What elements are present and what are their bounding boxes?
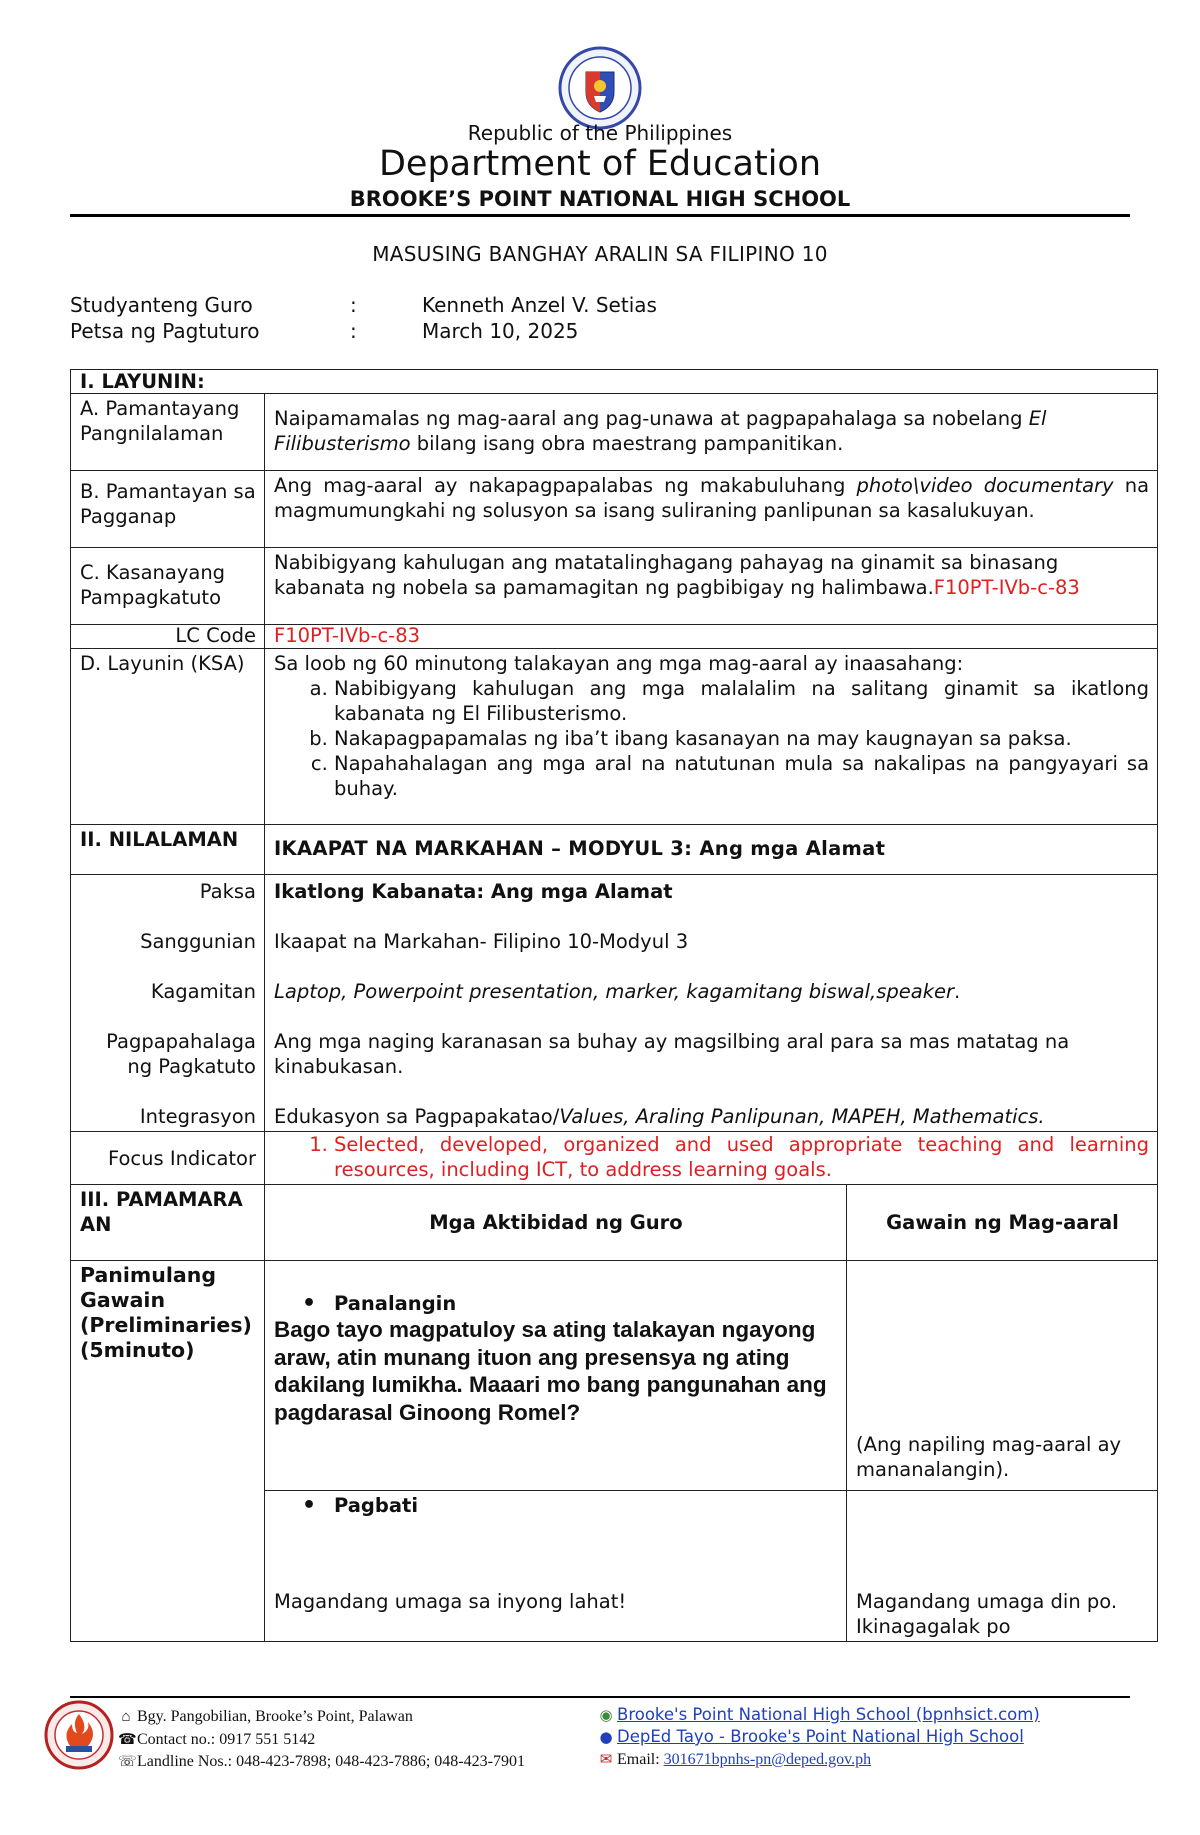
value-lc-code: F10PT-IVb-c-83 xyxy=(265,625,1158,649)
row-kasanayang-pampagkatuto xyxy=(71,548,1158,625)
label-integrasyon: Integrasyon xyxy=(139,1105,256,1128)
footer-contact xyxy=(118,1730,315,1749)
a-text-pre: Naipamamalas ng mag-aaral ang pag-unawa at pagpapahalaga sa nobelang xyxy=(274,407,1029,430)
ksa-list xyxy=(274,676,1149,801)
date-label: Petsa ng Pagtuturo xyxy=(70,319,260,343)
pagbati-bullet xyxy=(274,1493,838,1589)
value-kasanayang-pampagkatuto xyxy=(265,548,1158,625)
footer-facebook[interactable] xyxy=(598,1727,1024,1746)
value-kagamitan xyxy=(274,979,1149,1029)
teacher-name: Kenneth Anzel V. Setias xyxy=(422,293,657,317)
value-layunin-ksa xyxy=(265,649,1158,825)
nilalaman-labels xyxy=(71,875,265,1132)
nilalaman-values xyxy=(265,875,1158,1132)
footer-address xyxy=(118,1708,413,1726)
department-name: Department of Education xyxy=(378,144,822,184)
ksa-item: b. Nakapagpapamalas ng iba’t ibang kasanayan na may kaugnayan sa paksa. xyxy=(334,726,1149,751)
student-panalangin: (Ang napiling mag-aaral ay mananalangin). xyxy=(847,1261,1158,1491)
value-paksa: Ikatlong Kabanata: Ang mga Alamat xyxy=(274,880,673,903)
kagamitan-text: Laptop, Powerpoint presentation, marker, kagamitang biswal,speaker xyxy=(274,980,955,1003)
landline-text: Landline Nos.: 048-423-7898; 048-423-7886; 048-423-7901 xyxy=(137,1753,525,1770)
integrasyon-italic: Values, Araling Panlipunan, MAPEH, Mathematics. xyxy=(559,1105,1045,1128)
ksa-intro: Sa loob ng 60 minutong talakayan ang mga mag-aaral ay inaasahang: xyxy=(274,652,964,675)
ksa-item: c. Napahahalagan ang mga aral na natutunan mula sa nakalipas na pangyayari sa buhay. xyxy=(334,751,1149,801)
layunin-heading: I. LAYUNIN: xyxy=(71,370,1158,394)
a-text-post: bilang isang obra maestrang pampanitikan. xyxy=(410,432,844,455)
email-link[interactable]: 301671bpnhs-pn@deped.gov.ph xyxy=(663,1751,872,1768)
value-integrasyon xyxy=(274,1104,1149,1129)
label-kasanayang-pampagkatuto: C. Kasanayang Pampagkatuto xyxy=(71,548,265,625)
b-text-post: na magmumungkahi ng solusyon sa isang suliraning panlipunan sa kasalukuyan. xyxy=(274,474,1150,522)
nilalaman-heading: II. NILALAMAN xyxy=(71,825,265,875)
a-text-italic: El Filibusterismo xyxy=(274,407,1047,455)
value-pamantayan-sa-pagganap xyxy=(265,471,1158,548)
row-pamamaraan-heading xyxy=(71,1185,1158,1261)
home-icon: ⌂ xyxy=(121,1709,131,1725)
footer-email xyxy=(598,1750,871,1769)
footer-website[interactable] xyxy=(598,1705,1040,1724)
row-pamantayang-pangnilalaman xyxy=(71,394,1158,471)
c-competency-code: F10PT-IVb-c-83 xyxy=(933,576,1080,599)
teacher-panalangin xyxy=(265,1261,847,1491)
phone-icon: ☎ xyxy=(118,1732,137,1748)
label-lc-code: LC Code xyxy=(71,625,265,649)
col-header-magaaral: Gawain ng Mag-aaral xyxy=(847,1185,1158,1261)
b-text-pre: Ang mag-aaral ay nakapagpapalabas ng makabuluhang xyxy=(274,474,857,497)
pamamaraan-heading: III. PAMAMARAAN xyxy=(71,1185,265,1261)
focus-item: 1. Selected, developed, organized and used appropriate teaching and learning resources, including ICT, to address learning goals. xyxy=(334,1132,1149,1182)
pagbati-text: Magandang umaga sa inyong lahat! xyxy=(274,1590,627,1613)
date-value: March 10, 2025 xyxy=(422,319,579,343)
value-focus-indicator xyxy=(265,1132,1158,1185)
value-pagpapahalaga: Ang mga naging karanasan sa buhay ay magsilbing aral para sa mas matatag na kinabukasan. xyxy=(274,1030,1070,1078)
row-layunin-ksa xyxy=(71,649,1158,825)
label-sanggunian: Sanggunian xyxy=(140,930,256,953)
module-title: IKAAPAT NA MARKAHAN – MODYUL 3: Ang mga Alamat xyxy=(265,825,1158,875)
row-lc-code xyxy=(71,625,1158,649)
label-pamantayan-sa-pagganap: B. Pamantayan sa Pagganap xyxy=(71,471,265,548)
c-text: Nabibigyang kahulugan ang matatalinghagang pahayag na ginamit sa binasang kabanata ng nobela sa pamamagitan ng pagbibigay ng halimbawa. xyxy=(274,551,1059,599)
label-kagamitan: Kagamitan xyxy=(150,980,256,1003)
label-pagpapahalaga: Pagpapahalaga ng Pagkatuto xyxy=(106,1030,256,1078)
website-link[interactable]: Brooke's Point National High School (bpnhsict.com) xyxy=(617,1705,1040,1724)
header-rule xyxy=(70,214,1130,217)
facebook-link[interactable]: DepEd Tayo - Brooke's Point National High School xyxy=(617,1727,1024,1746)
footer-rule xyxy=(70,1696,1130,1698)
facebook-icon: ● xyxy=(599,1728,613,1746)
school-name: BROOKE’S POINT NATIONAL HIGH SCHOOL xyxy=(349,187,851,211)
contact-text: Contact no.: 0917 551 5142 xyxy=(137,1731,316,1748)
row-focus-indicator xyxy=(71,1132,1158,1185)
focus-list xyxy=(274,1132,1149,1182)
row-pamantayan-sa-pagganap xyxy=(71,471,1158,548)
email-icon: ✉ xyxy=(599,1752,613,1768)
student-pagbati xyxy=(847,1491,1158,1642)
telephone-icon: ☏ xyxy=(118,1754,137,1770)
layunin-heading-row xyxy=(71,370,1158,394)
footer-landline xyxy=(118,1752,525,1771)
panalangin-text: Bago tayo magpatuloy sa ating talakayan ngayong araw, atin munang ituon ang presensya ng ating dakilang lumikha. Maaari mo bang pangunahan ang pagdarasal Ginoong Romel? xyxy=(274,1317,827,1425)
row-panalangin xyxy=(71,1261,1158,1491)
col-header-guro: Mga Aktibidad ng Guro xyxy=(265,1185,847,1261)
label-pamantayang-pangnilalaman: A. Pamantayang Pangnilalaman xyxy=(71,394,265,471)
republic-line: Republic of the Philippines xyxy=(467,121,733,145)
school-seal-logo xyxy=(44,1700,114,1770)
label-paksa: Paksa xyxy=(199,880,256,903)
panalangin-bullet xyxy=(274,1291,838,1316)
pagbati-title: • Pagbati xyxy=(274,1493,838,1518)
globe-icon: ◉ xyxy=(599,1706,613,1724)
teacher-pagbati xyxy=(265,1491,847,1642)
row-nilalaman-heading xyxy=(71,825,1158,875)
date-colon: : xyxy=(350,319,357,343)
teacher-colon: : xyxy=(350,293,357,317)
email-label: Email: xyxy=(617,1751,664,1768)
deped-seal-logo xyxy=(558,46,642,130)
value-sanggunian: Ikaapat na Markahan- Filipino 10-Modyul 3 xyxy=(274,930,689,953)
b-text-italic: photo\video documentary xyxy=(856,474,1114,497)
panalangin-title: • Panalangin xyxy=(274,1291,838,1316)
integrasyon-text: Edukasyon sa Pagpapakatao/ xyxy=(274,1105,560,1128)
label-layunin-ksa: D. Layunin (KSA) xyxy=(71,649,265,825)
label-focus-indicator: Focus Indicator xyxy=(71,1132,265,1185)
row-nilalaman-details xyxy=(71,875,1158,1132)
ksa-item: a. Nabibigyang kahulugan ang mga malalalim na salitang ginamit sa ikatlong kabanata ng El Filibusterismo. xyxy=(334,676,1149,726)
value-pamantayang-pangnilalaman xyxy=(265,394,1158,471)
label-preliminaries: Panimulang Gawain (Preliminaries) (5minuto) xyxy=(71,1261,265,1642)
teacher-label: Studyanteng Guro xyxy=(70,293,253,317)
document-title: MASUSING BANGHAY ARALIN SA FILIPINO 10 xyxy=(372,242,828,266)
lesson-plan-table xyxy=(70,369,1158,1642)
address-text: Bgy. Pangobilian, Brooke’s Point, Palawan xyxy=(137,1708,413,1725)
kagamitan-period: . xyxy=(954,980,961,1003)
pagbati-student-text: Magandang umaga din po. Ikinagagalak po xyxy=(856,1590,1118,1638)
